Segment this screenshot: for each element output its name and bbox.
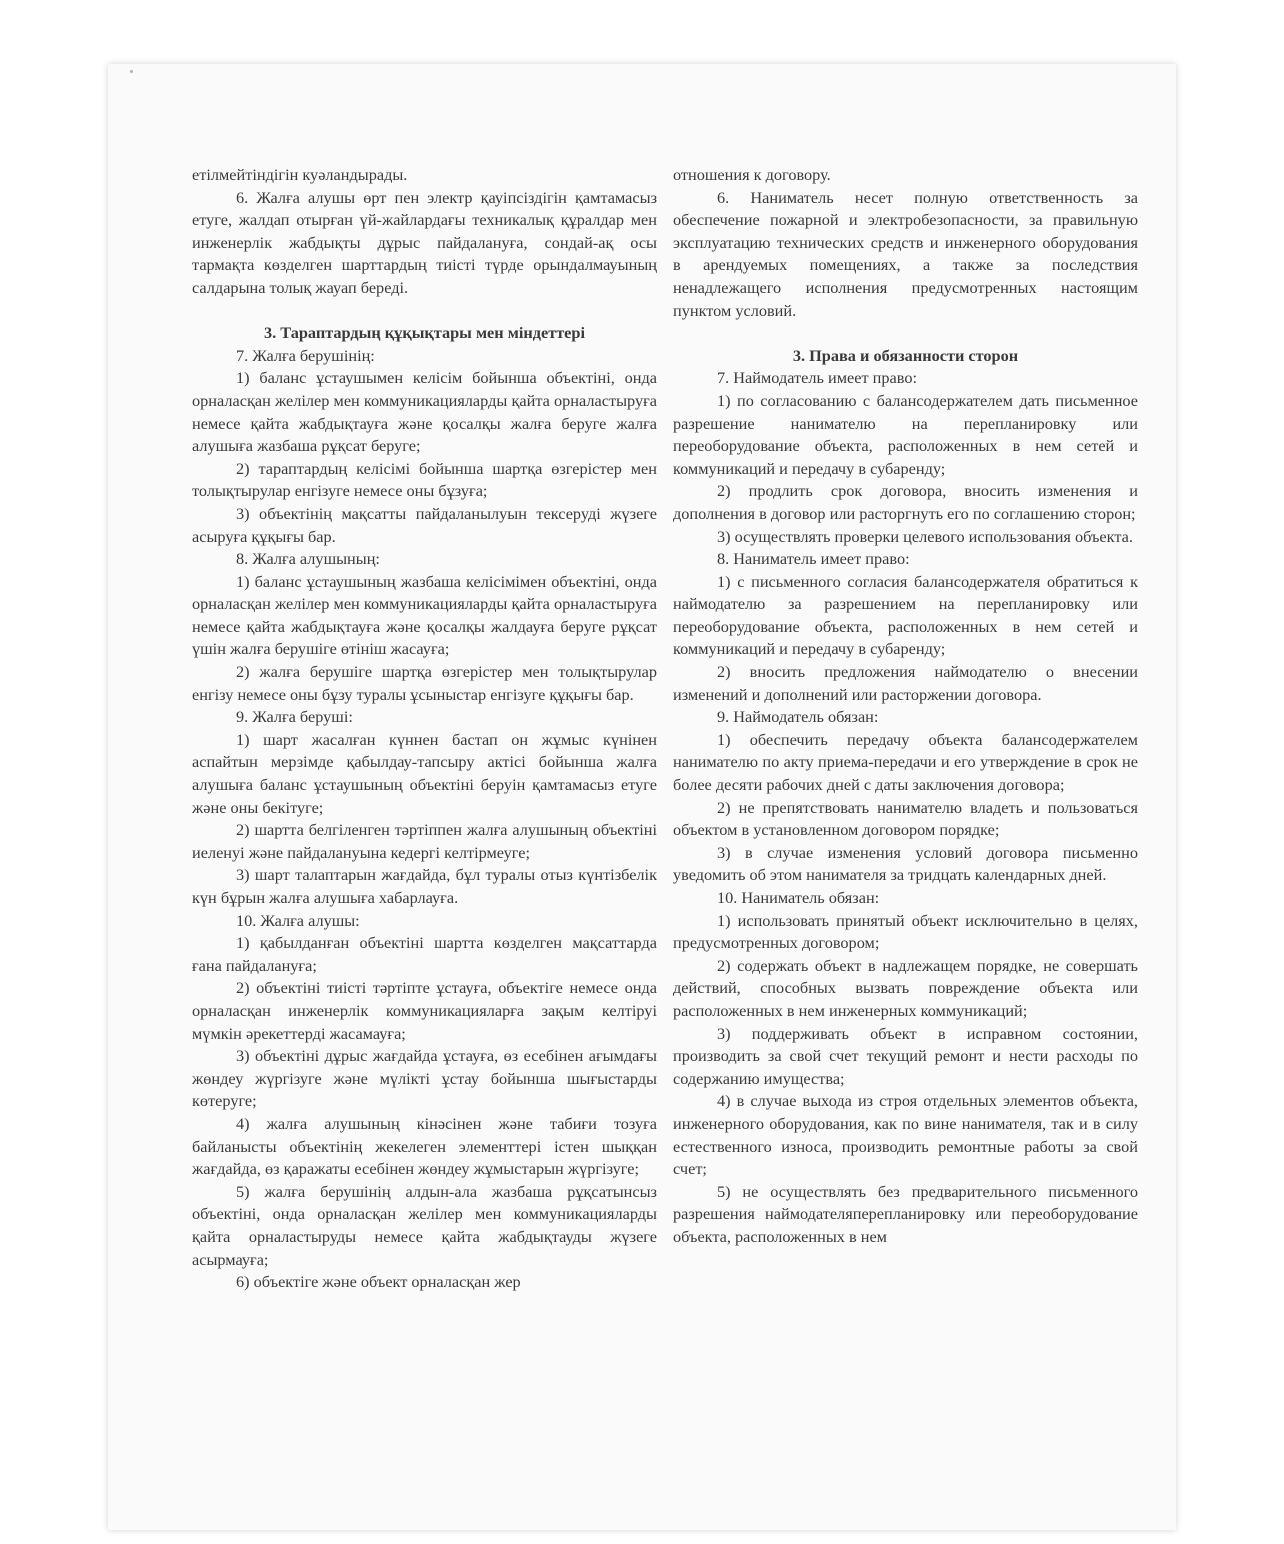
paragraph: 8. Жалға алушының: xyxy=(236,549,380,569)
paragraph: етілмейтіндігін куәландырады. xyxy=(192,165,408,184)
paragraph: 1) использовать принятый объект исключительно в целях, предусмотренных договором; xyxy=(673,910,1138,953)
paragraph: 2) шартта белгіленген тәртіппен жалға алушының объектіні иеленуі және пайдалануына кедергі келтірмеуге; xyxy=(192,820,657,862)
paragraph: 1) с письменного согласия балансодержателя обратиться к наймодателю за разрешением на перепланировку или переоборудование объекта, расположенных в нем сетей и коммуникаций и передачу в субаренду; xyxy=(673,571,1138,659)
paragraph: 10. Жалға алушы: xyxy=(236,910,360,930)
paragraph: 4) в случае выхода из строя отдельных элементов объекта, инженерного оборудования, как по вине нанимателя, так и в силу естественного износа, производить ремонтные работы за свой счет; xyxy=(673,1091,1138,1179)
paragraph: 2) продлить срок договора, вносить изменения и дополнения в договор или расторгнуть его по соглашению сторон; xyxy=(673,481,1138,523)
document-page xyxy=(108,64,1176,1530)
paragraph: 7. Жалға берушінің: xyxy=(236,345,375,365)
paragraph: 5) жалға берушінің алдын-ала жазбаша рұқсатынсыз объектіні, онда орналасқан желілер мен коммуникацияларды қайта орналастыруды немесе қайта жабдықтауды жүзеге асырмауға; xyxy=(192,1181,657,1269)
paragraph: отношения к договору. xyxy=(673,165,831,184)
paragraph: 4) жалға алушының кінәсінен және табиғи тозуға байланысты объектінің жекелеген элементтері істен шыққан жағдайда, өз қаражаты есебінен жөндеу жұмыстарын жүргізуге; xyxy=(192,1113,657,1179)
paragraph: 2) тараптардың келісімі бойынша шартқа өзгерістер мен толықтырулар енгізуге немесе оны бұзуға; xyxy=(192,458,657,501)
paragraph: 1) по согласованию с балансодержателем дать письменное разрешение нанимателю на перепланировку или переоборудование объекта, расположенных в нем сетей и коммуникаций и передачу в субаренду; xyxy=(673,390,1138,478)
paragraph: 6. Жалға алушы өрт пен электр қауіпсіздігін қамтамасыз етуге, жалдап отырған үй-жайлардағы техникалық құралдар мен инженерлік жабдықты дұрыс пайдалануға, сондай-ақ осы тармақта көзделген шарттардың тиісті түрде орындалмауының салдарына толық жауап береді. xyxy=(192,187,657,297)
paragraph: 1) баланс ұстаушының жазбаша келісімімен объектіні, онда орналасқан желілер мен коммуникацияларды қайта орналастыруға немесе қайта жабдықтауға және қосалқы жалдауға беруге рұқсат үшін жалға берушіге өтініш жасауға; xyxy=(192,571,657,659)
paragraph: 2) вносить предложения наймодателю о внесении изменений и дополнений или расторжении договора. xyxy=(673,662,1138,704)
paragraph: 1) обеспечить передачу объекта балансодержателем нанимателю по акту приема-передачи и его утверждение в срок не более десяти рабочих дней с даты заключения договора; xyxy=(673,729,1138,795)
left-column-kazakh xyxy=(192,164,657,1294)
section-heading: 3. Тараптардың құқықтары мен міндеттері xyxy=(263,323,585,343)
paragraph: 9. Наймодатель обязан: xyxy=(717,707,879,727)
paragraph: 3) в случае изменения условий договора письменно уведомить об этом нанимателя за тридцать календарных дней. xyxy=(673,842,1138,885)
paragraph: 6) объектіге және объект орналасқан жер xyxy=(236,1272,521,1292)
paragraph: 2) содержать объект в надлежащем порядке, не совершать действий, способных вызвать повреждение объекта или расположенных в нем инженерных коммуникаций; xyxy=(673,955,1138,1020)
paragraph: 2) жалға берушіге шартқа өзгерістер мен толықтырулар енгізу немесе оны бұзу туралы ұсыныстар енгізуге құқығы бар. xyxy=(192,662,657,704)
paragraph: 7. Наймодатель имеет право: xyxy=(717,368,917,388)
paragraph: 3) поддерживать объект в исправном состоянии, производить за свой счет текущий ремонт и нести расходы по содержанию имущества; xyxy=(673,1023,1138,1088)
scan-speck xyxy=(130,70,133,73)
paragraph: 9. Жалға беруші: xyxy=(236,707,353,727)
paragraph: 3) осуществлять проверки целевого использования объекта. xyxy=(717,526,1133,546)
paragraph: 3) объектіні дұрыс жағдайда ұстауға, өз есебінен ағымдағы жөндеу жүргізуге және мүлікті ұстау бойынша шығыстарды көтеруге; xyxy=(192,1046,657,1111)
section-heading: 3. Права и обязанности сторон xyxy=(792,345,1019,365)
paragraph: 2) объектіні тиісті тәртіпте ұстауға, объектіге немесе онда орналасқан инженерлік коммуникацияларға зақым келтіруі мүмкін әрекеттерді жасамауға; xyxy=(192,978,657,1043)
paragraph: 1) қабылданған объектіні шартта көзделген мақсаттарда ғана пайдалануға; xyxy=(192,933,657,975)
paragraph: 1) баланс ұстаушымен келісім бойынша объектіні, онда орналасқан желілер мен коммуникацияларды қайта орналастыруға немесе қайта жабдықтауға және қосалқы жалға беруге жалға алушыға жазбаша рұқсат беруге; xyxy=(192,368,657,456)
right-column-russian xyxy=(673,164,1138,1249)
paragraph: 3) объектінің мақсатты пайдаланылуын тексеруді жүзеге асыруға құқығы бар. xyxy=(192,503,657,546)
paragraph: 10. Наниматель обязан: xyxy=(717,888,880,907)
paragraph: 3) шарт талаптарын жағдайда, бұл туралы отыз күнтізбелік күн бұрын жалға алушыға хабарлауға. xyxy=(192,865,657,907)
paragraph: 1) шарт жасалған күннен бастап он жұмыс күнінен аспайтын мерзімде қабылдау-тапсыру актісі бойынша жалға алушыға баланс ұстаушының объектіні беруін қамтамасыз етуге және оны бекітуге; xyxy=(192,729,657,817)
paragraph: 5) не осуществлять без предварительного письменного разрешения наймодателяперепланировку или переоборудование объекта, расположенных в нем xyxy=(673,1181,1138,1246)
paragraph: 6. Наниматель несет полную ответственность за обеспечение пожарной и электробезопасности, за правильную эксплуатацию технических средств и инженерного оборудования в арендуемых помещениях, а также за последствия ненадлежащего исполнения предусмотренных настоящим пунктом условий. xyxy=(673,187,1138,320)
paragraph: 2) не препятствовать нанимателю владеть и пользоваться объектом в установленном договором порядке; xyxy=(673,797,1138,840)
paragraph: 8. Наниматель имеет право: xyxy=(717,549,910,569)
